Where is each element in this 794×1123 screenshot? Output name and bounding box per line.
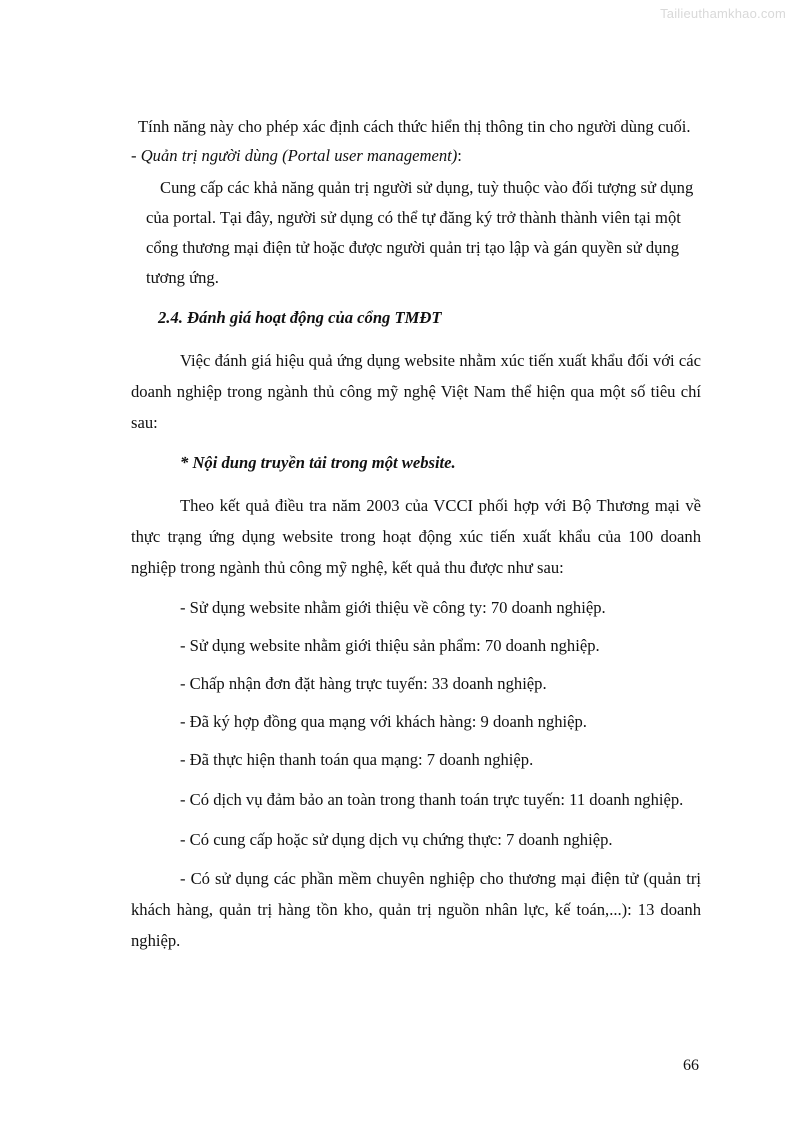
watermark: Tailieuthamkhao.com: [660, 6, 786, 21]
paragraph-3: Cung cấp các khả năng quản trị người sử dụng, tuỳ thuộc vào đối tượng sử dụng của portal. Tại đây, người sử dụng có thể tự đăng ký trở thành thành viên tại một cổng thương mại điện tử hoặc được người quản trị tạo lập và gán quyền sử dụng tương ứng.: [146, 178, 694, 287]
portal-user-management-block: [131, 173, 701, 293]
subheading: * Nội dung truyền tải trong một website.: [180, 453, 456, 472]
bullet-prefix: -: [131, 146, 141, 165]
list-item: - Có dịch vụ đảm bảo an toàn trong thanh toán trực tuyến: 11 doanh nghiệp.: [180, 790, 684, 809]
list-item: - Sử dụng website nhằm giới thiệu về công ty: 70 doanh nghiệp.: [180, 598, 606, 617]
section-heading: 2.4. Đánh giá hoạt động của cổng TMĐT: [158, 308, 442, 327]
document-body: [131, 113, 701, 956]
portal-user-management-label: Quản trị người dùng (Portal user management): [140, 146, 458, 165]
list-item: - Đã thực hiện thanh toán qua mạng: 7 doanh nghiệp.: [180, 750, 534, 769]
list-item: - Có sử dụng các phần mềm chuyên nghiệp cho thương mại điện tử (quản trị khách hàng, quản trị hàng tồn kho, quản trị nguồn nhân lực, kế toán,...): 13 doanh nghiệp.: [131, 869, 701, 950]
list-item: - Đã ký hợp đồng qua mạng với khách hàng: 9 doanh nghiệp.: [180, 712, 587, 731]
paragraph-4: Việc đánh giá hiệu quả ứng dụng website nhằm xúc tiến xuất khẩu đối với các doanh nghiệp trong ngành thủ công mỹ nghệ Việt Nam thể hiện qua một số tiêu chí sau:: [131, 351, 701, 432]
bullet-suffix: :: [457, 146, 462, 165]
paragraph-5: Theo kết quả điều tra năm 2003 của VCCI phối hợp với Bộ Thương mại về thực trạng ứng dụng website trong hoạt động xúc tiến xuất khẩu của 100 doanh nghiệp trong ngành thủ công mỹ nghệ, kết quả thu được như sau:: [131, 496, 701, 577]
list-item: - Sử dụng website nhằm giới thiệu sản phẩm: 70 doanh nghiệp.: [180, 636, 600, 655]
list-item: - Có cung cấp hoặc sử dụng dịch vụ chứng thực: 7 doanh nghiệp.: [180, 830, 613, 849]
page-number: 66: [683, 1057, 699, 1074]
paragraph-1: Tính năng này cho phép xác định cách thức hiển thị thông tin cho người dùng cuối.: [138, 117, 691, 136]
bullet-portal-user-management: [131, 143, 701, 169]
list-item: - Chấp nhận đơn đặt hàng trực tuyến: 33 doanh nghiệp.: [180, 674, 547, 693]
